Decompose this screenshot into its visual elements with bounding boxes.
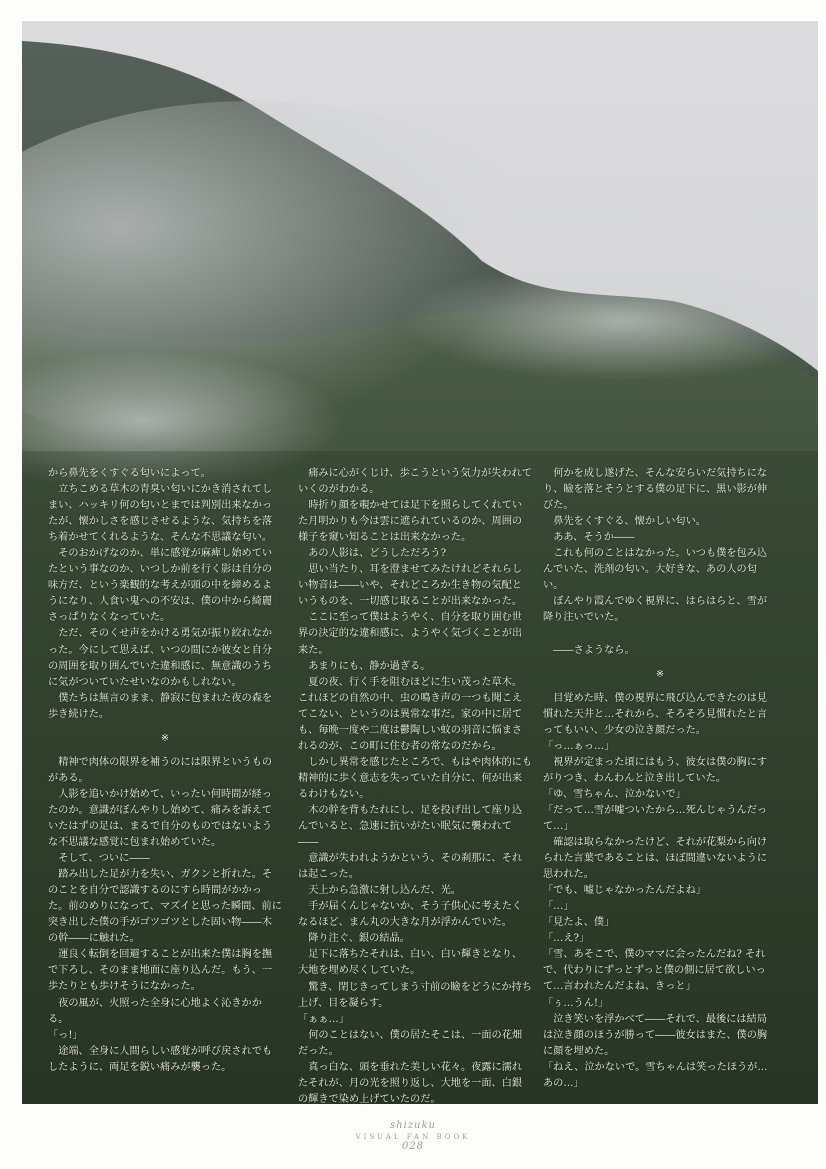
paragraph: 意識が失われようかという、その刹那に、それは起こった。 bbox=[298, 853, 523, 881]
paragraph: 真っ白な、頭を垂れた美しい花々。夜露に濡れたそれが、月の光を照り返し、大地を一面、白銀の輝きで染め上げていたのだ。 bbox=[298, 1061, 523, 1105]
paragraph: 「雪、あそこで、僕のママに会ったんだね? それで、代わりにずっとずっと僕の側に居て欲しいって…言われたんだよね、きっと」 bbox=[543, 949, 766, 993]
paragraph: から鼻先をくすぐる匂いによって。 bbox=[48, 468, 211, 479]
paragraph: 運良く転倒を回避することが出来た僕は胸を撫で下ろし、そのまま地面に座り込んだ。もう、一歩たりとも歩けそうになかった。 bbox=[48, 949, 273, 993]
paragraph: ――さようなら。 bbox=[553, 644, 635, 656]
paragraph: 「ぁぁ…」 bbox=[298, 1013, 349, 1025]
paragraph: 夏の夜、行く手を阻むほどに生い茂った草木。これほどの自然の中、虫の鳴き声の一つも聞こえてこない、というのは異常な事だ。家の中に居ても、毎晩一度や二度は鬱陶しい蚊の羽音に悩まされるのが、この町に住む者の常なのだから。 bbox=[298, 676, 523, 752]
paragraph: 何かを成し遂げた、そんな安らいだ気持ちになり、瞼を落とそうとする僕の足下に、黒い影が伸びた。 bbox=[543, 468, 768, 512]
paragraph: 「見たよ、僕」 bbox=[543, 917, 615, 929]
paragraph bbox=[543, 626, 777, 642]
paragraph: 「だって…雪が嘘ついたから…死んじゃうんだって…」 bbox=[543, 804, 768, 832]
footer-book: VISUAL FAN BOOK bbox=[355, 1133, 471, 1141]
paragraph: 降り注ぐ、銀の結晶。 bbox=[308, 933, 410, 945]
section-mark: ※ bbox=[655, 668, 665, 680]
paragraph: ここに至って僕はようやく、自分を取り囲む世界の決定的な違和感に、ようやく気づくことが出来た。 bbox=[298, 612, 523, 656]
paragraph: これも何のことはなかった。いつも僕を包み込んでいた、洗剤の匂い。大好きな、あの人の匂い。 bbox=[543, 548, 768, 592]
footer-title: shizuku bbox=[390, 1120, 436, 1131]
paragraph: 「ぅ…うん!」 bbox=[543, 997, 609, 1009]
paragraph: 驚き、閉じきってしまう寸前の瞼をどうにか持ち上げ、目を凝らす。 bbox=[298, 981, 532, 1009]
section-mark: ※ bbox=[160, 732, 170, 744]
paragraph: 「っ!」 bbox=[48, 1029, 83, 1041]
paragraph: 「っ…ぁっ…」 bbox=[543, 740, 615, 752]
paragraph: ただ、そのくせ声をかける勇気が振り絞れなかった。今にして思えば、いつの間にか彼女と自分の周囲を取り囲んでいた違和感に、無意識のうちに気がついていたせいなのかもしれない。 bbox=[48, 628, 273, 688]
paragraph: 人影を追いかけ始めて、いったい何時間が経ったのか。意識がぼんやりし始めて、痛みを訴えていたはずの足は、まるで自分のものではないような不思議な感覚に包まれ始めていた。 bbox=[48, 788, 273, 849]
paragraph: 思い当たり、耳を澄ませてみたけれどそれらしい物音は――いや、それどころか生き物の気配というものを、一切感じ取ることが出来なかった。 bbox=[298, 564, 523, 608]
paragraph: 目覚めた時、僕の視界に飛び込んできたのは見慣れた天井と…それから、そろそろ見慣れたと言ってもいい、少女の泣き顔だった。 bbox=[543, 692, 768, 736]
paragraph: 視界が定まった頃にはもう、彼女は僕の胸にすがりつき、わんわんと泣き出していた。 bbox=[543, 756, 768, 784]
paragraph: 「でも、嘘じゃなかったんだよね」 bbox=[543, 885, 706, 897]
paragraph: 「ゆ、雪ちゃん、泣かないで」 bbox=[543, 788, 686, 800]
paragraph: 踏み出した足が力を失い、ガクンと折れた。そのことを自分で認識するのにすら時間がかかった。前のめりになって、マズイと思った瞬間、前に突き出した僕の手がゴツゴツとした固い物――木の幹――に触れた。 bbox=[48, 869, 282, 945]
paragraph: 精神で肉体の限界を補うのには限界というものがある。 bbox=[48, 756, 273, 784]
paragraph: 痛みに心がくじけ、歩こうという気力が失われていくのがわかる。 bbox=[298, 468, 532, 496]
text-column-2 bbox=[298, 466, 532, 1108]
paragraph: 天上から急激に射し込んだ、光。 bbox=[308, 885, 461, 897]
paragraph: 木の幹を背もたれにし、足を投げ出して座り込んでいると、急速に抗いがたい眠気に襲われて―― bbox=[298, 804, 523, 849]
paragraph: 確認は取らなかったけど、それが花梨から向けられた言葉であることは、ほぼ間違いないように思われた。 bbox=[543, 837, 768, 881]
paragraph: しかし異常を感じたところで、もはや肉体的にも精神的に歩く意志を失っていた自分に、何が出来るわけもない。 bbox=[298, 756, 533, 800]
paragraph: 手が届くんじゃないか、そう子供心に考えたくなるほど、まん丸の大きな月が浮かんでいた。 bbox=[298, 901, 523, 929]
text-column-3 bbox=[543, 466, 777, 1092]
paragraph: 「…え?」 bbox=[543, 933, 590, 945]
paragraph: ぼんやり霞んでゆく視界に、はらはらと、雪が降り注いでいた。 bbox=[543, 596, 768, 624]
paragraph: 僕たちは無言のまま、静寂に包まれた夜の森を歩き続けた。 bbox=[48, 692, 273, 720]
paragraph: 「…」 bbox=[543, 901, 574, 913]
paragraph: 夜の風が、火照った全身に心地よく沁きかかる。 bbox=[48, 997, 262, 1025]
paragraph: 立ちこめる草木の青臭い匂いにかき消されてしまい、ハッキリ何の匂いとまでは判別出来なかったが、懐かしさを感じさせるような、気持ちを落ち着かせてくれるような、そんな不思議な匂い。 bbox=[48, 484, 273, 544]
text-column-1 bbox=[48, 466, 282, 1076]
paragraph: あの人影は、どうしただろう? bbox=[308, 548, 447, 560]
paragraph: そして、ついに―― bbox=[58, 853, 150, 865]
paragraph: 鼻先をくすぐる、懐かしい匂い。 bbox=[553, 516, 706, 528]
paragraph: そのおかげなのか、単に感覚が麻痺し始めていたという事なのか、いつしか前を行く影は自分の味方だ、という楽観的な考えが頭の中を締めるようになり、人食い鬼への不安は、僕の中から綺麗さっぱりなくなっていた。 bbox=[48, 548, 273, 624]
page-number: 028 bbox=[401, 1141, 425, 1152]
paragraph: 途端、全身に人間らしい感覚が呼び戻されでもしたように、両足を鋭い痛みが襲った。 bbox=[48, 1045, 273, 1073]
paragraph: 何のことはない、僕の居たそこは、一面の花畑だった。 bbox=[298, 1029, 523, 1057]
paragraph: 泣き笑いを浮かべて――それで、最後には結局は泣き顔のほうが勝って――彼女はまた、僕の胸に顔を埋めた。 bbox=[543, 1013, 768, 1057]
paragraph: 「ねえ、泣かないで。雪ちゃんは笑ったほうが…あの…」 bbox=[543, 1061, 768, 1089]
paragraph: ああ、そうか―― bbox=[553, 532, 635, 544]
paragraph: 足下に落ちたそれは、白い、白い輝きとなり、大地を埋め尽くしていた。 bbox=[298, 949, 523, 977]
paragraph: 時折り顔を覗かせては足下を照らしてくれていた月明かりも今は雲に遮られているのか、周囲の様子を窺い知ることは出来なかった。 bbox=[298, 500, 523, 544]
paragraph: あまりにも、静か過ぎる。 bbox=[308, 660, 431, 672]
